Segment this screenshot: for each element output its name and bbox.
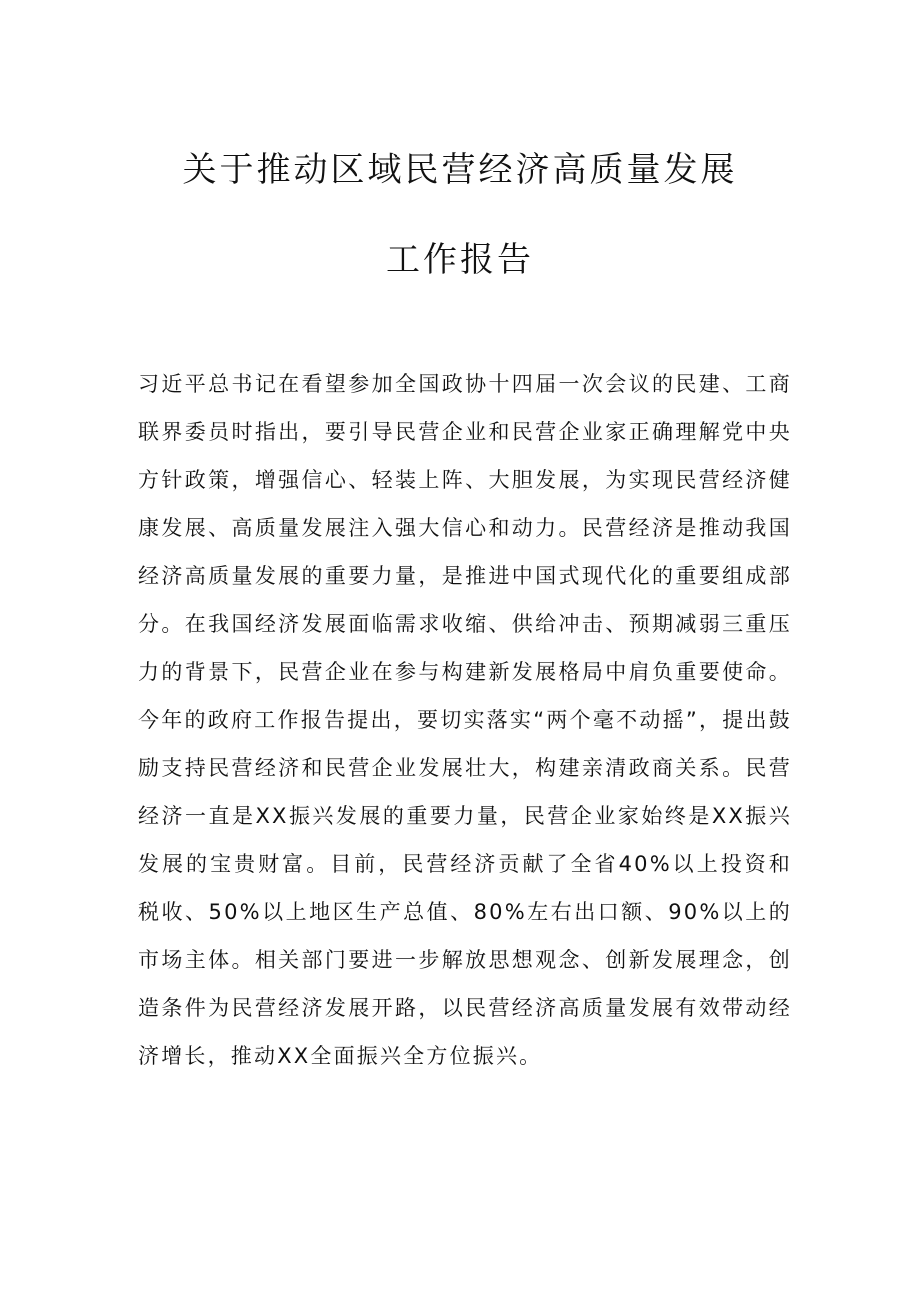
body-paragraph: 习近平总书记在看望参加全国政协十四届一次会议的民建、工商联界委员时指出，要引导民营企业和民营企业家正确理解党中央方针政策，增强信心、轻装上阵、大胆发展，为实现民营经济健康发展、高质量发展注入强大信心和动力。民营经济是推动我国经济高质量发展的重要力量，是推进中国式现代化的重要组成部分。在我国经济发展面临需求收缩、供给冲击、预期减弱三重压力的背景下，民营企业在参与构建新发展格局中肩负重要使命。今年的政府工作报告提出，要切实落实“两个毫不动摇”，提出鼓励支持民营经济和民营企业发展壮大，构建亲清政商关系。民营经济一直是XX振兴发展的重要力量，民营企业家始终是XX振兴发展的宝贵财富。目前，民营经济贡献了全省40%以上投资和税收、50%以上地区生产总值、80%左右出口额、90%以上的市场主体。相关部门要进一步解放思想观念、创新发展理念，创造条件为民营经济发展开路，以民营经济高质量发展有效带动经济增长，推动XX全面振兴全方位振兴。 <box>138 372 792 1068</box>
document-title-line1: 关于推动区域民营经济高质量发展 <box>182 150 738 190</box>
document-title-line2: 工作报告 <box>386 240 534 280</box>
